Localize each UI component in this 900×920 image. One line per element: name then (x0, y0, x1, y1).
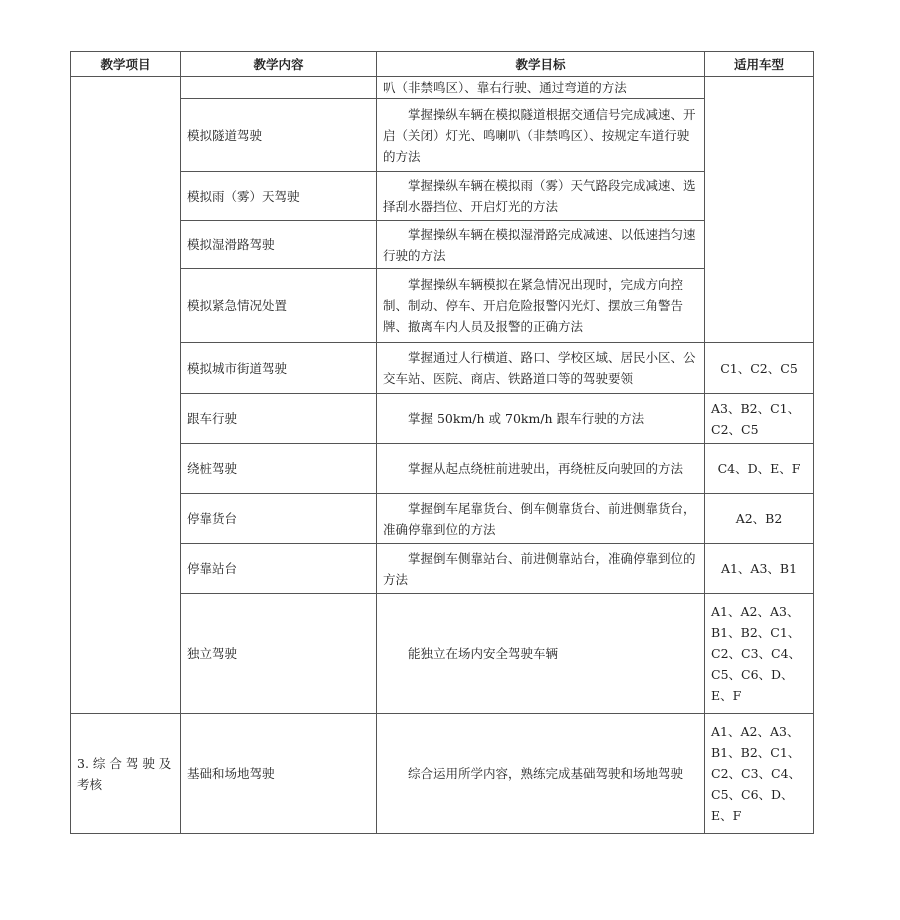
content-cell: 模拟隧道驾驶 (181, 99, 377, 172)
content-cell: 停靠站台 (181, 544, 377, 594)
table-row (71, 172, 814, 221)
goal-cell: 掌握 50km/h 或 70km/h 跟车行驶的方法 (377, 394, 705, 444)
table-row (71, 99, 814, 172)
vehicle-cell: A3、B2、C1、C2、C5 (705, 394, 814, 444)
content-cell: 模拟湿滑路驾驶 (181, 221, 377, 269)
content-cell (181, 77, 377, 99)
goal-cell: 掌握倒车侧靠站台、前进侧靠站台，准确停靠到位的方法 (377, 544, 705, 594)
vehicle-cell-empty (705, 77, 814, 343)
table-row (71, 714, 814, 834)
content-cell: 模拟紧急情况处置 (181, 269, 377, 343)
content-cell: 绕桩驾驶 (181, 444, 377, 494)
goal-cell: 掌握通过人行横道、路口、学校区域、居民小区、公交车站、医院、商店、铁路道口等的驾驶要领 (377, 343, 705, 394)
table-row (71, 444, 814, 494)
vehicle-cell: A1、A2、A3、B1、B2、C1、C2、C3、C4、C5、C6、D、E、F (705, 594, 814, 714)
project-cell: 3. 综 合 驾 驶 及考核 (71, 714, 181, 834)
goal-cell: 叭（非禁鸣区）、靠右行驶、通过弯道的方法 (377, 77, 705, 99)
goal-cell: 掌握操纵车辆在模拟隧道根据交通信号完成减速、开启（关闭）灯光、鸣喇叭（非禁鸣区）、按规定车道行驶的方法 (377, 99, 705, 172)
table-row (71, 77, 814, 99)
table-row (71, 494, 814, 544)
curriculum-table (70, 51, 814, 834)
vehicle-cell: C4、D、E、F (705, 444, 814, 494)
header-row (71, 52, 814, 77)
vehicle-cell: C1、C2、C5 (705, 343, 814, 394)
header-content: 教学内容 (181, 52, 377, 77)
header-project: 教学项目 (71, 52, 181, 77)
goal-cell: 掌握操纵车辆在模拟湿滑路完成减速、以低速挡匀速行驶的方法 (377, 221, 705, 269)
content-cell: 模拟雨（雾）天驾驶 (181, 172, 377, 221)
table-row (71, 594, 814, 714)
table-row (71, 221, 814, 269)
content-cell: 独立驾驶 (181, 594, 377, 714)
table-row (71, 394, 814, 444)
vehicle-cell: A1、A3、B1 (705, 544, 814, 594)
content-cell: 基础和场地驾驶 (181, 714, 377, 834)
header-vehicle: 适用车型 (705, 52, 814, 77)
table-row (71, 269, 814, 343)
goal-cell: 掌握操纵车辆模拟在紧急情况出现时，完成方向控制、制动、停车、开启危险报警闪光灯、摆放三角警告牌、撤离车内人员及报警的正确方法 (377, 269, 705, 343)
goal-cell: 掌握操纵车辆在模拟雨（雾）天气路段完成减速、选择刮水器挡位、开启灯光的方法 (377, 172, 705, 221)
project-cell-empty (71, 77, 181, 714)
table-row (71, 343, 814, 394)
goal-cell: 掌握倒车尾靠货台、倒车侧靠货台、前进侧靠货台，准确停靠到位的方法 (377, 494, 705, 544)
content-cell: 跟车行驶 (181, 394, 377, 444)
goal-cell: 能独立在场内安全驾驶车辆 (377, 594, 705, 714)
content-cell: 停靠货台 (181, 494, 377, 544)
header-goal: 教学目标 (377, 52, 705, 77)
table-row (71, 544, 814, 594)
content-cell: 模拟城市街道驾驶 (181, 343, 377, 394)
vehicle-cell: A2、B2 (705, 494, 814, 544)
goal-cell: 综合运用所学内容，熟练完成基础驾驶和场地驾驶 (377, 714, 705, 834)
vehicle-cell: A1、A2、A3、B1、B2、C1、C2、C3、C4、C5、C6、D、E、F (705, 714, 814, 834)
goal-cell: 掌握从起点绕桩前进驶出，再绕桩反向驶回的方法 (377, 444, 705, 494)
